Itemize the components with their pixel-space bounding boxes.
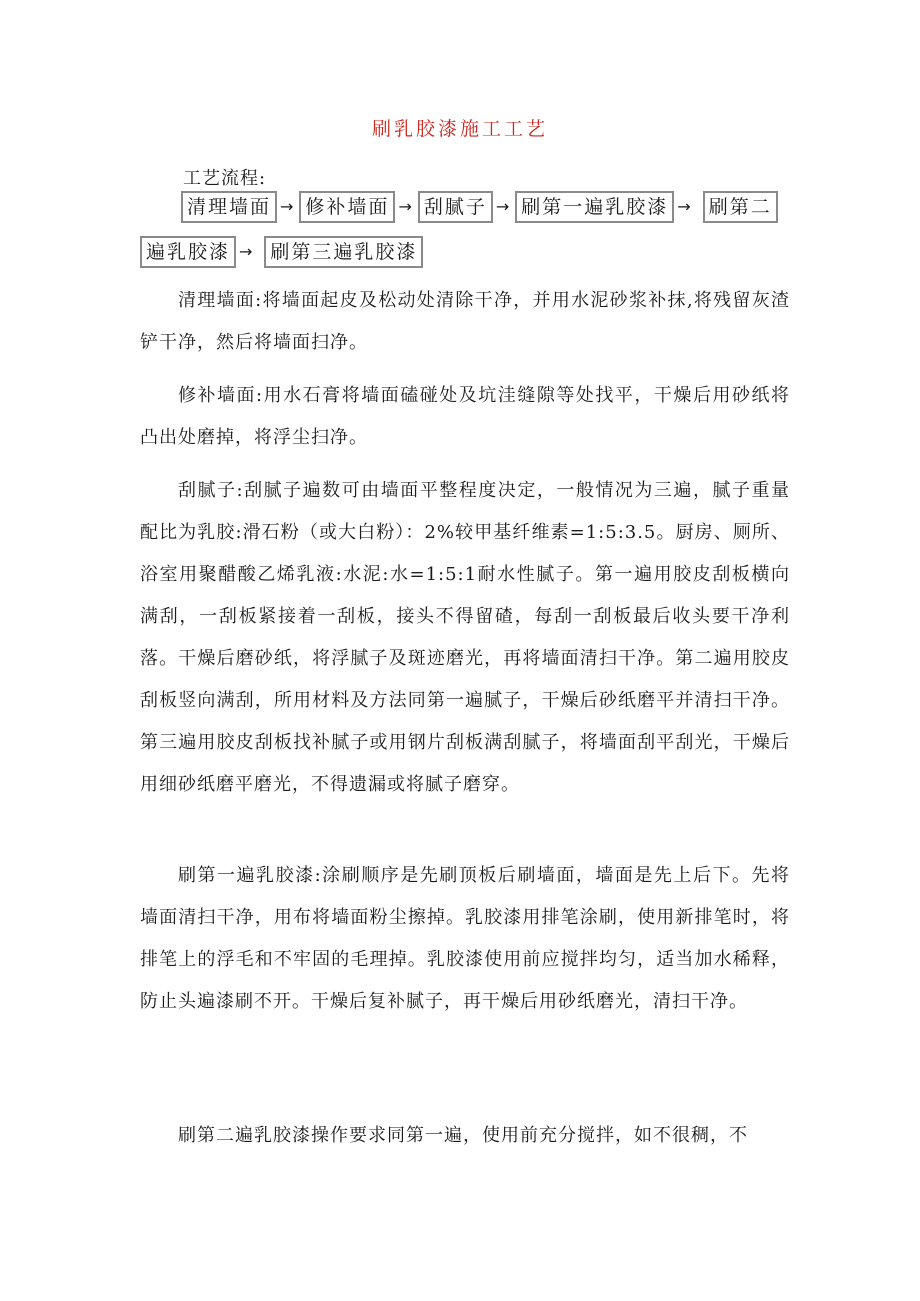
paragraph-first-coat: 刷第一遍乳胶漆:涂刷顺序是先刷顶板后刷墙面，墙面是先上后下。先将墙面清扫干净，用布将墙面粉尘擦掉。乳胶漆用排笔涂刷，使用新排笔时，将排笔上的浮毛和不牢固的毛理掉。乳胶漆使用前应搅拌均匀，适当加水稀释，防止头遍漆刷不开。干燥后复补腻子，再干燥后用砂纸磨光，清扫干净。 [140, 865, 790, 1012]
flow-step-repair-wall: 修补墙面 [299, 191, 395, 223]
flow-step-third-coat: 刷第三遍乳胶漆 [264, 236, 423, 268]
arrow-icon: → [398, 197, 412, 216]
flow-label: 工艺流程: [183, 168, 267, 189]
document-title: 刷乳胶漆施工工艺 [371, 118, 548, 140]
arrow-icon: → [677, 197, 691, 216]
flow-step-second-coat-start: 刷第二 [703, 191, 778, 223]
flow-step-first-coat: 刷第一遍乳胶漆 [515, 191, 674, 223]
flow-row-2 [140, 235, 423, 269]
flow-step-clean-wall: 清理墙面 [181, 191, 277, 223]
arrow-icon: → [280, 197, 294, 216]
paragraph-repair-wall: 修补墙面:用水石膏将墙面磕碰处及坑洼缝隙等处找平，干燥后用砂纸将凸出处磨掉，将浮尘扫净。 [140, 385, 790, 448]
paragraph-putty: 刮腻子:刮腻子遍数可由墙面平整程度决定，一般情况为三遍，腻子重量配比为乳胶:滑石粉（或大白粉）：2%较甲基纤维素=1:5:3.5。厨房、厕所、浴室用聚醋酸乙烯乳液:水泥:水=1:5:1耐水性腻子。第一遍用胶皮刮板横向满刮，一刮板紧接着一刮板，接头不得留碴，每刮一刮板最后收头要干净利落。干燥后磨砂纸，将浮腻子及斑迹磨光，再将墙面清扫干净。第二遍用胶皮刮板竖向满刮，所用材料及方法同第一遍腻子，干燥后砂纸磨平并清扫干净。第三遍用胶皮刮板找补腻子或用钢片刮板满刮腻子，将墙面刮平刮光，干燥后用细砂纸磨平磨光，不得遗漏或将腻子磨穿。 [140, 480, 790, 795]
flow-step-second-coat-end: 遍乳胶漆 [140, 236, 236, 268]
paragraph-clean-wall: 清理墙面:将墙面起皮及松动处清除干净，并用水泥砂浆补抹,将残留灰渣铲干净，然后将墙面扫净。 [140, 290, 790, 353]
paragraph-second-coat: 刷第二遍乳胶漆操作要求同第一遍，使用前充分搅拌，如不很稠，不 [178, 1125, 748, 1146]
flow-step-putty: 刮腻子 [418, 191, 493, 223]
arrow-icon: → [495, 197, 510, 216]
arrow-icon: → [239, 242, 253, 261]
flow-row-1 [181, 190, 778, 224]
